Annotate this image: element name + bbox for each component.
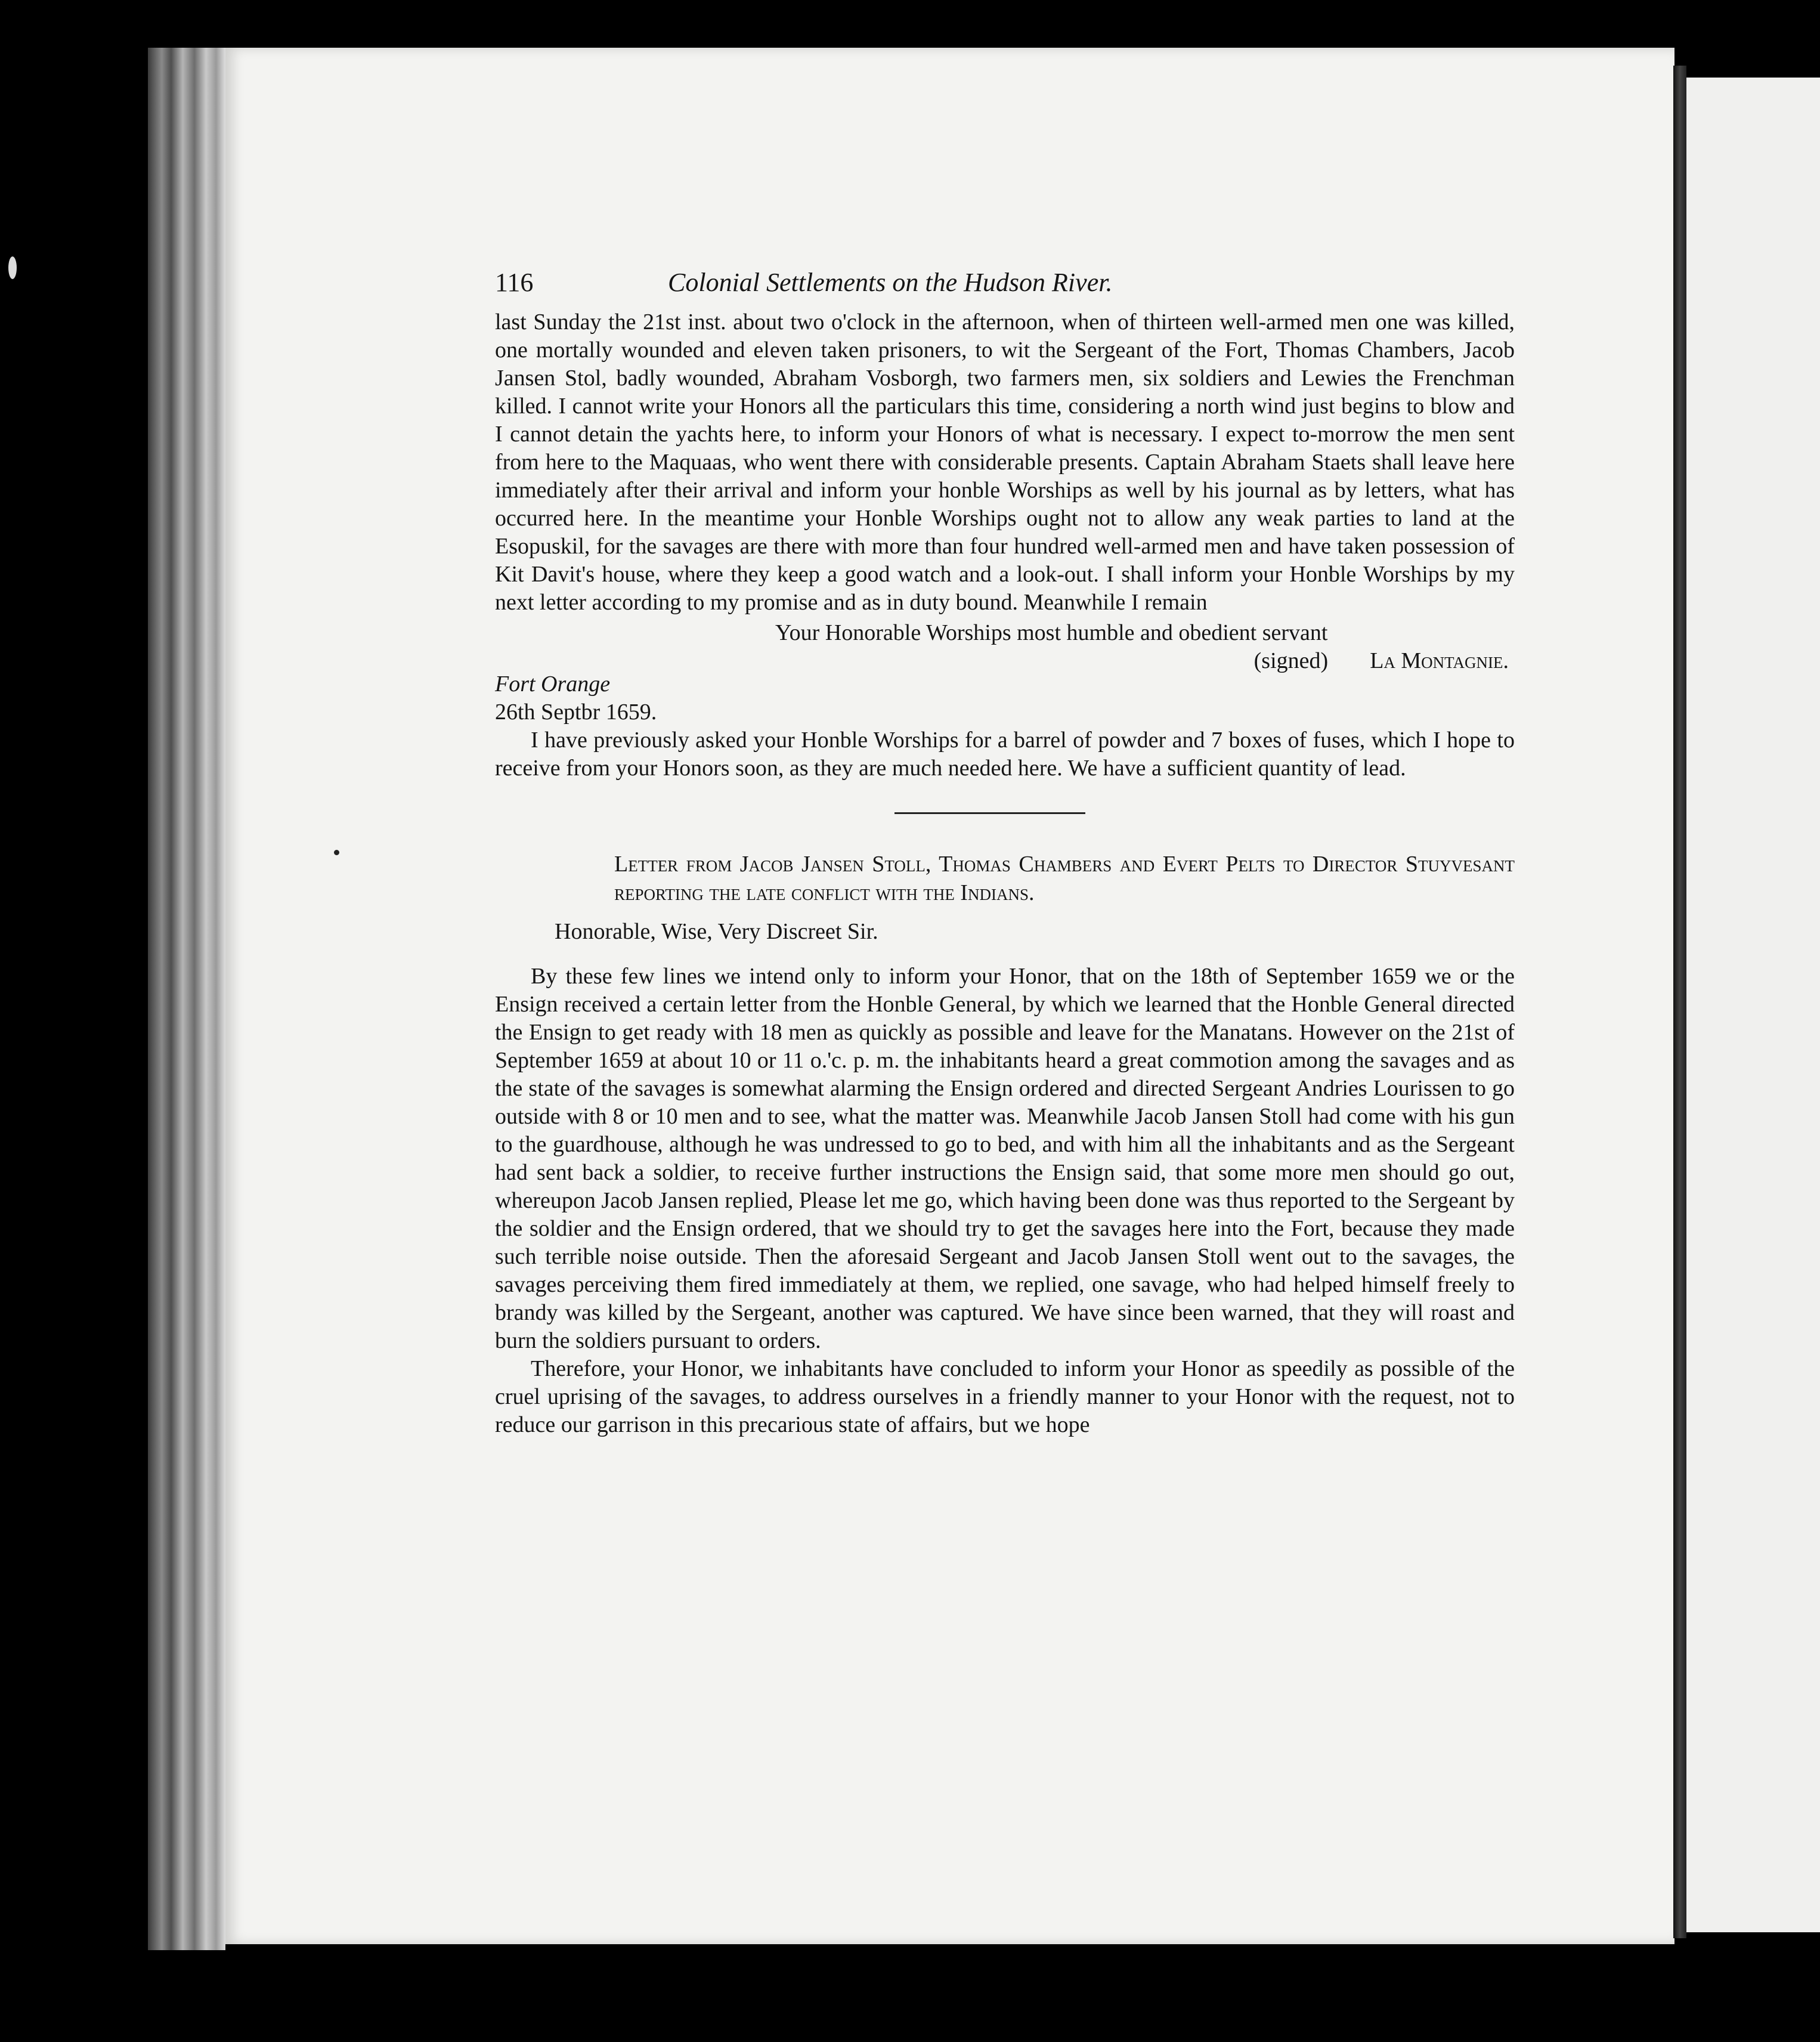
running-title: Colonial Settlements on the Hudson River.	[668, 268, 1113, 297]
signer-name: La Montagnie.	[1370, 648, 1509, 673]
signed-label: (signed)	[1253, 648, 1329, 673]
running-head	[495, 268, 1515, 296]
letter1-closing: Your Honorable Worships most humble and obedient servant	[775, 620, 1328, 645]
letter1-postscript: I have previously asked your Honble Worships for a barrel of powder and 7 boxes of fuses, which I hope to receive from your Honors soon, as they are much needed here. We have a sufficient quantity of lead.	[495, 728, 1515, 781]
scan-speck	[334, 850, 339, 855]
scan-speck	[8, 256, 17, 279]
page-number: 116	[495, 268, 534, 297]
letter2-paragraph-2: Therefore, your Honor, we inhabitants have concluded to inform your Honor as speedily as possible of the cruel uprising of the savages, to address ourselves in a friendly manner to your Honor with the request, not to reduce our garrison in this precarious state of affairs, but we hope	[495, 1356, 1515, 1437]
letter2-paragraph-1: By these few lines we intend only to inform your Honor, that on the 18th of September 1659 we or the Ensign received a certain letter from the Honble General, by which we learned that the Honble General directed the Ensign to get ready with 18 men as quickly as possible and leave for the Manatans. However on the 21st of September 1659 at about 10 or 11 o.'c. p. m. the inhabitants heard a great commotion among the savages and as the state of the savages is somewhat alarming the Ensign ordered and directed Sergeant Andries Lourissen to go outside with 8 or 10 men and to see, what the matter was. Meanwhile Jacob Jansen Stoll had come with his gun to the guardhouse, although he was undressed to go to bed, and with him all the inhabitants and as the Sergeant had sent back a soldier, to receive further instructions the Ensign said, that some more men should go out, whereupon Jacob Jansen replied, Please let me go, which having been done was thus reported to the Sergeant by the soldier and the Ensign ordered, that we should try to get the savages here into the Fort, because they made such terrible noise outside. Then the aforesaid Sergeant and Jacob Jansen Stoll went out to the savages, the savages perceiving them fired immediately at them, we replied, one savage, who had helped himself freely to brandy was killed by the Sergeant, another was captured. We have since been warned, that they will roast and burn the soldiers pursuant to orders.	[495, 964, 1515, 1353]
letter1-body: last Sunday the 21st inst. about two o'clock in the afternoon, when of thirteen well-armed men one was killed, one mortally wounded and eleven taken prisoners, to wit the Sergeant of the Fort, Thomas Chambers, Jacob Jansen Stol, badly wounded, Abraham Vosborgh, two farmers men, six soldiers and Lewies the Frenchman killed. I cannot write your Honors all the particulars this time, considering a north wind just begins to blow and I cannot detain the yachts here, to inform your Honors of what is necessary. I expect to-morrow the men sent from here to the Maquaas, who went there with considerable presents. Captain Abraham Staets shall leave here immediately after their arrival and inform your honble Worships as well by his journal as by letters, what has occurred here. In the meantime your Honble Worships ought not to allow any weak parties to land at the Esopuskil, for the savages are there with more than four hundred well-armed men and have taken possession of Kit Davit's house, where they keep a good watch and a look-out. I shall inform your Honble Worships by my next letter according to my promise and as in duty bound. Meanwhile I remain	[495, 310, 1515, 615]
letter1-date: 26th Septbr 1659.	[495, 700, 657, 725]
book-spine-edge	[148, 48, 225, 1950]
letter2-heading: Letter from Jacob Jansen Stoll, Thomas Chambers and Evert Pelts to Director Stuyvesant reporting the late conflict with the Indians.	[614, 852, 1515, 905]
letter2-salutation: Honorable, Wise, Very Discreet Sir.	[555, 919, 878, 944]
page-fold	[1673, 66, 1686, 1938]
letter1-place: Fort Orange	[495, 672, 611, 697]
page-content	[495, 268, 1515, 1439]
section-divider	[894, 812, 1085, 814]
facing-page-edge	[1686, 78, 1820, 1932]
